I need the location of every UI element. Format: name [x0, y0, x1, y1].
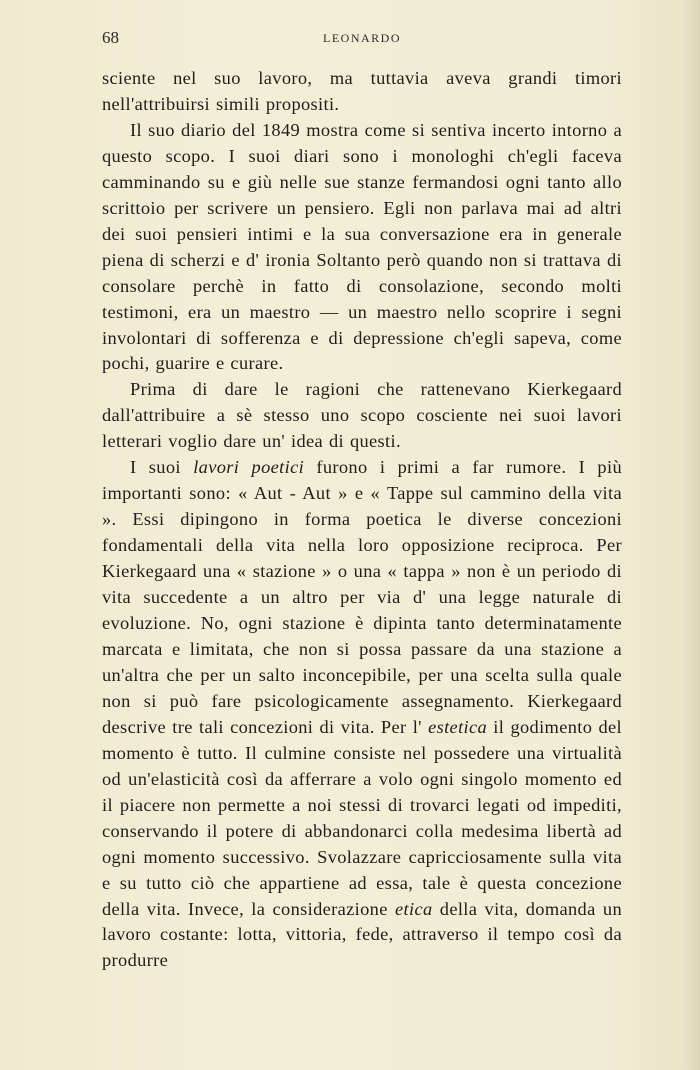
italic-term-etica: etica — [395, 898, 433, 919]
text-segment: il godimento del momento è tutto. Il culmine consiste nel possedere una virtualità od un'elasticità così da afferrare a volo ogni singolo momento ed il piacere non permette a noi stessi di trovarci legati od impediti, conservando il potere di abbandonarci colla medesima libertà ad ogni momento successivo. Svolazzare capricciosamente sulla vita e su tutto ciò che appartiene ad essa, tale è questa concezione della vita. Invece, la considerazione — [102, 716, 623, 919]
text-segment: I suoi — [130, 457, 194, 478]
paragraph-poetic-works — [102, 455, 622, 974]
text-segment: della vita, domanda un lavoro costante: lotta, vittoria, fede, attraverso il tempo così da produrre — [102, 898, 622, 971]
paragraph-reasons: Prima di dare le ragioni che rattenevano Kierkegaard dall'attribuire a sè stesso uno scopo cosciente nei suoi lavori letterari voglio dare un' idea di questi. — [102, 379, 622, 452]
paragraph-continuation: sciente nel suo lavoro, ma tuttavia aveva grandi timori nell'attribuirsi simili propositi. — [102, 68, 622, 114]
page-number: 68 — [102, 28, 119, 47]
body-text — [102, 66, 622, 974]
italic-term-lavori-poetici: lavori poetici — [193, 457, 305, 478]
page-header — [102, 28, 622, 52]
paragraph-diary: Il suo diario del 1849 mostra come si sentiva incerto intorno a questo scopo. I suoi diari sono i monologhi ch'egli faceva camminando su e giù nelle sue stanze fermandosi ogni tanto allo scrittoio per scrivere un pensiero. Egli non parlava mai ad altri dei suoi pensieri intimi e la sua conversazione era in generale piena di scherzi e d' ironia Soltanto però quando non si trattava di consolare perchè in fatto di consolazione, secondo molti testimoni, era un maestro — un maestro nello scoprire i segni involontari di sofferenza e di depressione ch'egli sapeva, come pochi, guarire e curare. — [102, 119, 622, 374]
italic-term-estetica: estetica — [428, 716, 488, 737]
text-segment: furono i primi a far rumore. I più importanti sono: « Aut - Aut » e « Tappe sul cammino della vita ». Essi dipingono in forma poetica le diverse concezioni fondamentali della vita nella loro opposizione reciproca. Per Kierkegaard una « stazione » o una « tappa » non è un periodo di vita succedente a un altro per via d' una legge naturale di evoluzione. No, ogni stazione è dipinta tanto determinatamente marcata e limitata, che non si possa passare da una stazione a un'altra che per un salto inconcepibile, per una scelta sulla quale non si può fare psicologicamente assegnamento. Kierkegaard descrive tre tali concezioni di vita. Per l' — [102, 457, 622, 737]
running-title: LEONARDO — [323, 31, 401, 45]
page-edge-shadow — [682, 0, 700, 1070]
